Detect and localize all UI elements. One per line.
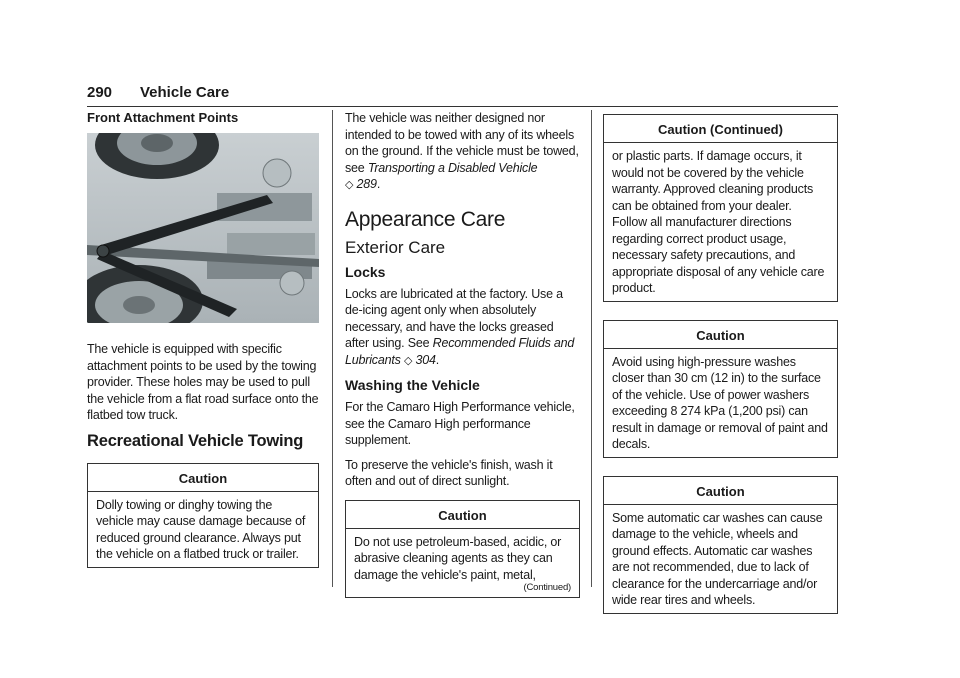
caution-body: Some automatic car washes can cause damage to the vehicle, wheels and ground effects. Automatic car washes are not recommended, due to lack of clearance for the undercarriage and/or wide rear tires and wheels.: [612, 510, 823, 607]
transport-reference-link[interactable]: Transporting a Disabled Vehicle: [367, 160, 538, 175]
page-reference-icon: ◇: [403, 354, 413, 367]
rv-towing-heading: Recreational Vehicle Towing: [87, 431, 304, 450]
caution-box: [603, 114, 838, 302]
caution-body: or plastic parts. If damage occurs, it would not be covered by the vehicle warranty. Approved cleaning products can be obtained from your dealer. Follow all manufacturer directions regarding correct product usage, necessary safety precautions, and appropriate disposal of any vehicle care product.: [612, 149, 825, 295]
appearance-care-heading: Appearance Care: [345, 207, 506, 231]
fluids-reference-link[interactable]: Recommended Fluids and Lubricants: [345, 336, 575, 367]
washing-paragraph-2: To preserve the vehicle's finish, wash it often and out of direct sunlight.: [345, 457, 553, 488]
column-1: [87, 110, 319, 584]
washing-heading: Washing the Vehicle: [345, 377, 480, 393]
reference-page[interactable]: 304: [415, 352, 436, 367]
caution-text: Do not use petroleum-based, acidic, or abrasive cleaning agents as they can damage the vehicle's paint, metal,: [354, 534, 562, 582]
column-2: [345, 110, 580, 614]
continued-label: (Continued): [523, 582, 571, 593]
undercarriage-photo: [87, 133, 319, 323]
caution-title: Caution: [604, 477, 837, 505]
page-number: 290: [87, 84, 113, 101]
column-divider: [591, 110, 592, 587]
washing-paragraph-1: For the Camaro High Performance vehicle, see the Camaro High performance supplement.: [345, 400, 575, 447]
column-3: [603, 114, 838, 630]
caution-body: [346, 529, 579, 598]
caution-title: Caution: [604, 321, 837, 349]
towing-paragraph: The vehicle was neither designed nor intended to be towed with any of its wheels on the ground. If the vehicle must be towed, see Transporting a Disabled Vehicle ◇ 289.: [345, 111, 579, 191]
caution-box: [345, 500, 580, 599]
caution-box: [603, 320, 838, 458]
locks-paragraph: Locks are lubricated at the factory. Use a de-icing agent only when absolutely necessary, and have the locks greased after using. See Recommended Fluids and Lubricants ◇ 304.: [345, 286, 575, 367]
caution-body: Dolly towing or dinghy towing the vehicle may cause damage because of reduced ground clearance. Always put the vehicle on a flatbed truck or trailer.: [96, 497, 306, 561]
caution-title: Caution: [346, 501, 579, 529]
section-title: Vehicle Care: [140, 84, 230, 101]
caution-box: [87, 463, 319, 568]
exterior-care-heading: Exterior Care: [345, 237, 446, 257]
front-attachment-heading: Front Attachment Points: [87, 110, 239, 125]
page-header: [87, 84, 838, 107]
reference-page[interactable]: 289: [356, 177, 377, 191]
caution-box: [603, 476, 838, 614]
caution-title: Caution: [88, 464, 318, 492]
attachment-paragraph: The vehicle is equipped with specific attachment points to be used by the towing provider. These holes may be used to pull the vehicle from a flat road surface onto the flatbed tow truck.: [87, 342, 319, 422]
caution-body: Avoid using high-pressure washes closer than 30 cm (12 in) to the surface of the vehicle. Use of power washers exceeding 8 274 kPa (1,200 psi) can result in damage or removal of paint and decals.: [612, 354, 828, 451]
page-reference-icon: ◇: [345, 179, 354, 191]
column-divider: [332, 110, 333, 587]
caution-title: Caution (Continued): [604, 115, 837, 143]
locks-heading: Locks: [345, 263, 386, 280]
